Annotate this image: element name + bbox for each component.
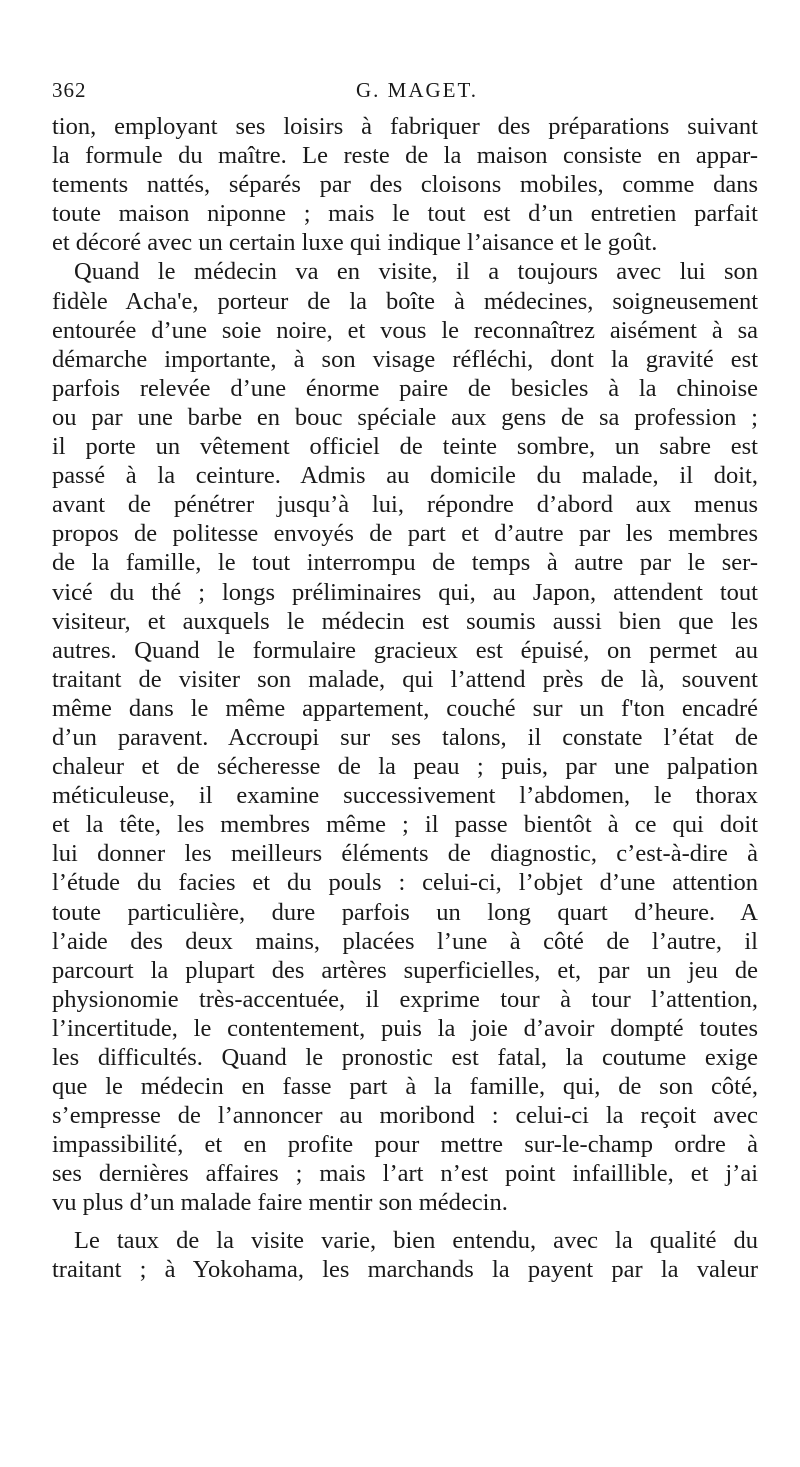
text-line: Quand le médecin va en visite, il a toujours avec lui son <box>74 258 758 286</box>
text-line: visiteur, et auxquels le médecin est soumis aussi bien que les <box>52 607 758 635</box>
text-line: que le médecin en fasse part à la famille, qui, de son côté, <box>52 1073 758 1101</box>
text-line: même dans le même appartement, couché sur un f'ton encadré <box>52 694 758 722</box>
text-line: tion, employant ses loisirs à fabriquer des préparations suivant <box>52 113 758 140</box>
page-header <box>52 78 758 112</box>
text-line: ou par une barbe en bouc spéciale aux gens de sa profession ; <box>52 403 758 431</box>
page-number: 362 <box>52 78 87 102</box>
text-line: entourée d’une soie noire, et vous le reconnaîtrez aisément à sa <box>52 316 758 344</box>
text-line: et décoré avec un certain luxe qui indique l’aisance et le goût. <box>52 229 658 257</box>
text-line: toute maison niponne ; mais le tout est d’un entretien parfait <box>52 200 758 228</box>
book-page <box>52 78 758 1284</box>
text-line: vicé du thé ; longs préliminaires qui, au Japon, attendent tout <box>52 578 758 606</box>
text-line: démarche importante, à son visage réfléchi, dont la gravité est <box>52 345 758 373</box>
paragraph <box>52 112 758 257</box>
text-line: s’empresse de l’annoncer au moribond : celui-ci la reçoit avec <box>52 1102 758 1130</box>
text-line: ses dernières affaires ; mais l’art n’est point infaillible, et j’ai <box>52 1160 758 1188</box>
text-line: vu plus d’un malade faire mentir son médecin. <box>52 1189 508 1217</box>
paragraph <box>52 257 758 1217</box>
text-line: tements nattés, séparés par des cloisons mobiles, comme dans <box>52 171 758 199</box>
text-line: parcourt la plupart des artères superficielles, et, par un jeu de <box>52 956 758 984</box>
text-line: l’aide des deux mains, placées l’une à côté de l’autre, il <box>52 927 758 955</box>
text-line: Le taux de la visite varie, bien entendu, avec la qualité du <box>74 1226 758 1254</box>
text-line: toute particulière, dure parfois un long quart d’heure. A <box>52 898 758 926</box>
text-line: propos de politesse envoyés de part et d’autre par les membres <box>52 520 758 548</box>
text-line: impassibilité, et en profite pour mettre sur-le-champ ordre à <box>52 1131 758 1159</box>
text-line: chaleur et de sécheresse de la peau ; puis, par une palpation <box>52 753 758 781</box>
text-line: fidèle Acha'e, porteur de la boîte à médecines, soigneusement <box>52 287 758 315</box>
text-line: les difficultés. Quand le pronostic est fatal, la coutume exige <box>52 1044 758 1071</box>
text-line: passé à la ceinture. Admis au domicile du malade, il doit, <box>52 462 758 490</box>
body-text <box>52 112 758 1284</box>
text-line: traitant ; à Yokohama, les marchands la payent par la valeur <box>52 1255 758 1283</box>
text-line: l’étude du facies et du pouls : celui-ci, l’objet d’une attention <box>52 869 758 897</box>
text-line: traitant de visiter son malade, qui l’attend près de là, souvent <box>52 665 758 693</box>
text-line: parfois relevée d’une énorme paire de besicles à la chinoise <box>52 374 758 402</box>
text-line: avant de pénétrer jusqu’à lui, répondre d’abord aux menus <box>52 491 758 519</box>
text-line: méticuleuse, il examine successivement l’abdomen, le thorax <box>52 782 758 810</box>
text-line: d’un paravent. Accroupi sur ses talons, il constate l’état de <box>52 723 758 751</box>
text-line: et la tête, les membres même ; il passe bientôt à ce qui doit <box>52 811 758 839</box>
paragraph <box>52 1226 758 1284</box>
text-line: l’incertitude, le contentement, puis la joie d’avoir dompté toutes <box>52 1014 758 1042</box>
text-line: il porte un vêtement officiel de teinte sombre, un sabre est <box>52 433 758 461</box>
text-line: physionomie très-accentuée, il exprime tour à tour l’attention, <box>52 985 758 1013</box>
text-line: de la famille, le tout interrompu de temps à autre par le ser- <box>52 549 758 577</box>
text-line: la formule du maître. Le reste de la maison consiste en appar- <box>52 142 758 170</box>
text-line: lui donner les meilleurs éléments de diagnostic, c’est-à-dire à <box>52 840 758 868</box>
running-title: G. MAGET. <box>356 78 479 102</box>
text-line: autres. Quand le formulaire gracieux est épuisé, on permet au <box>52 636 758 664</box>
